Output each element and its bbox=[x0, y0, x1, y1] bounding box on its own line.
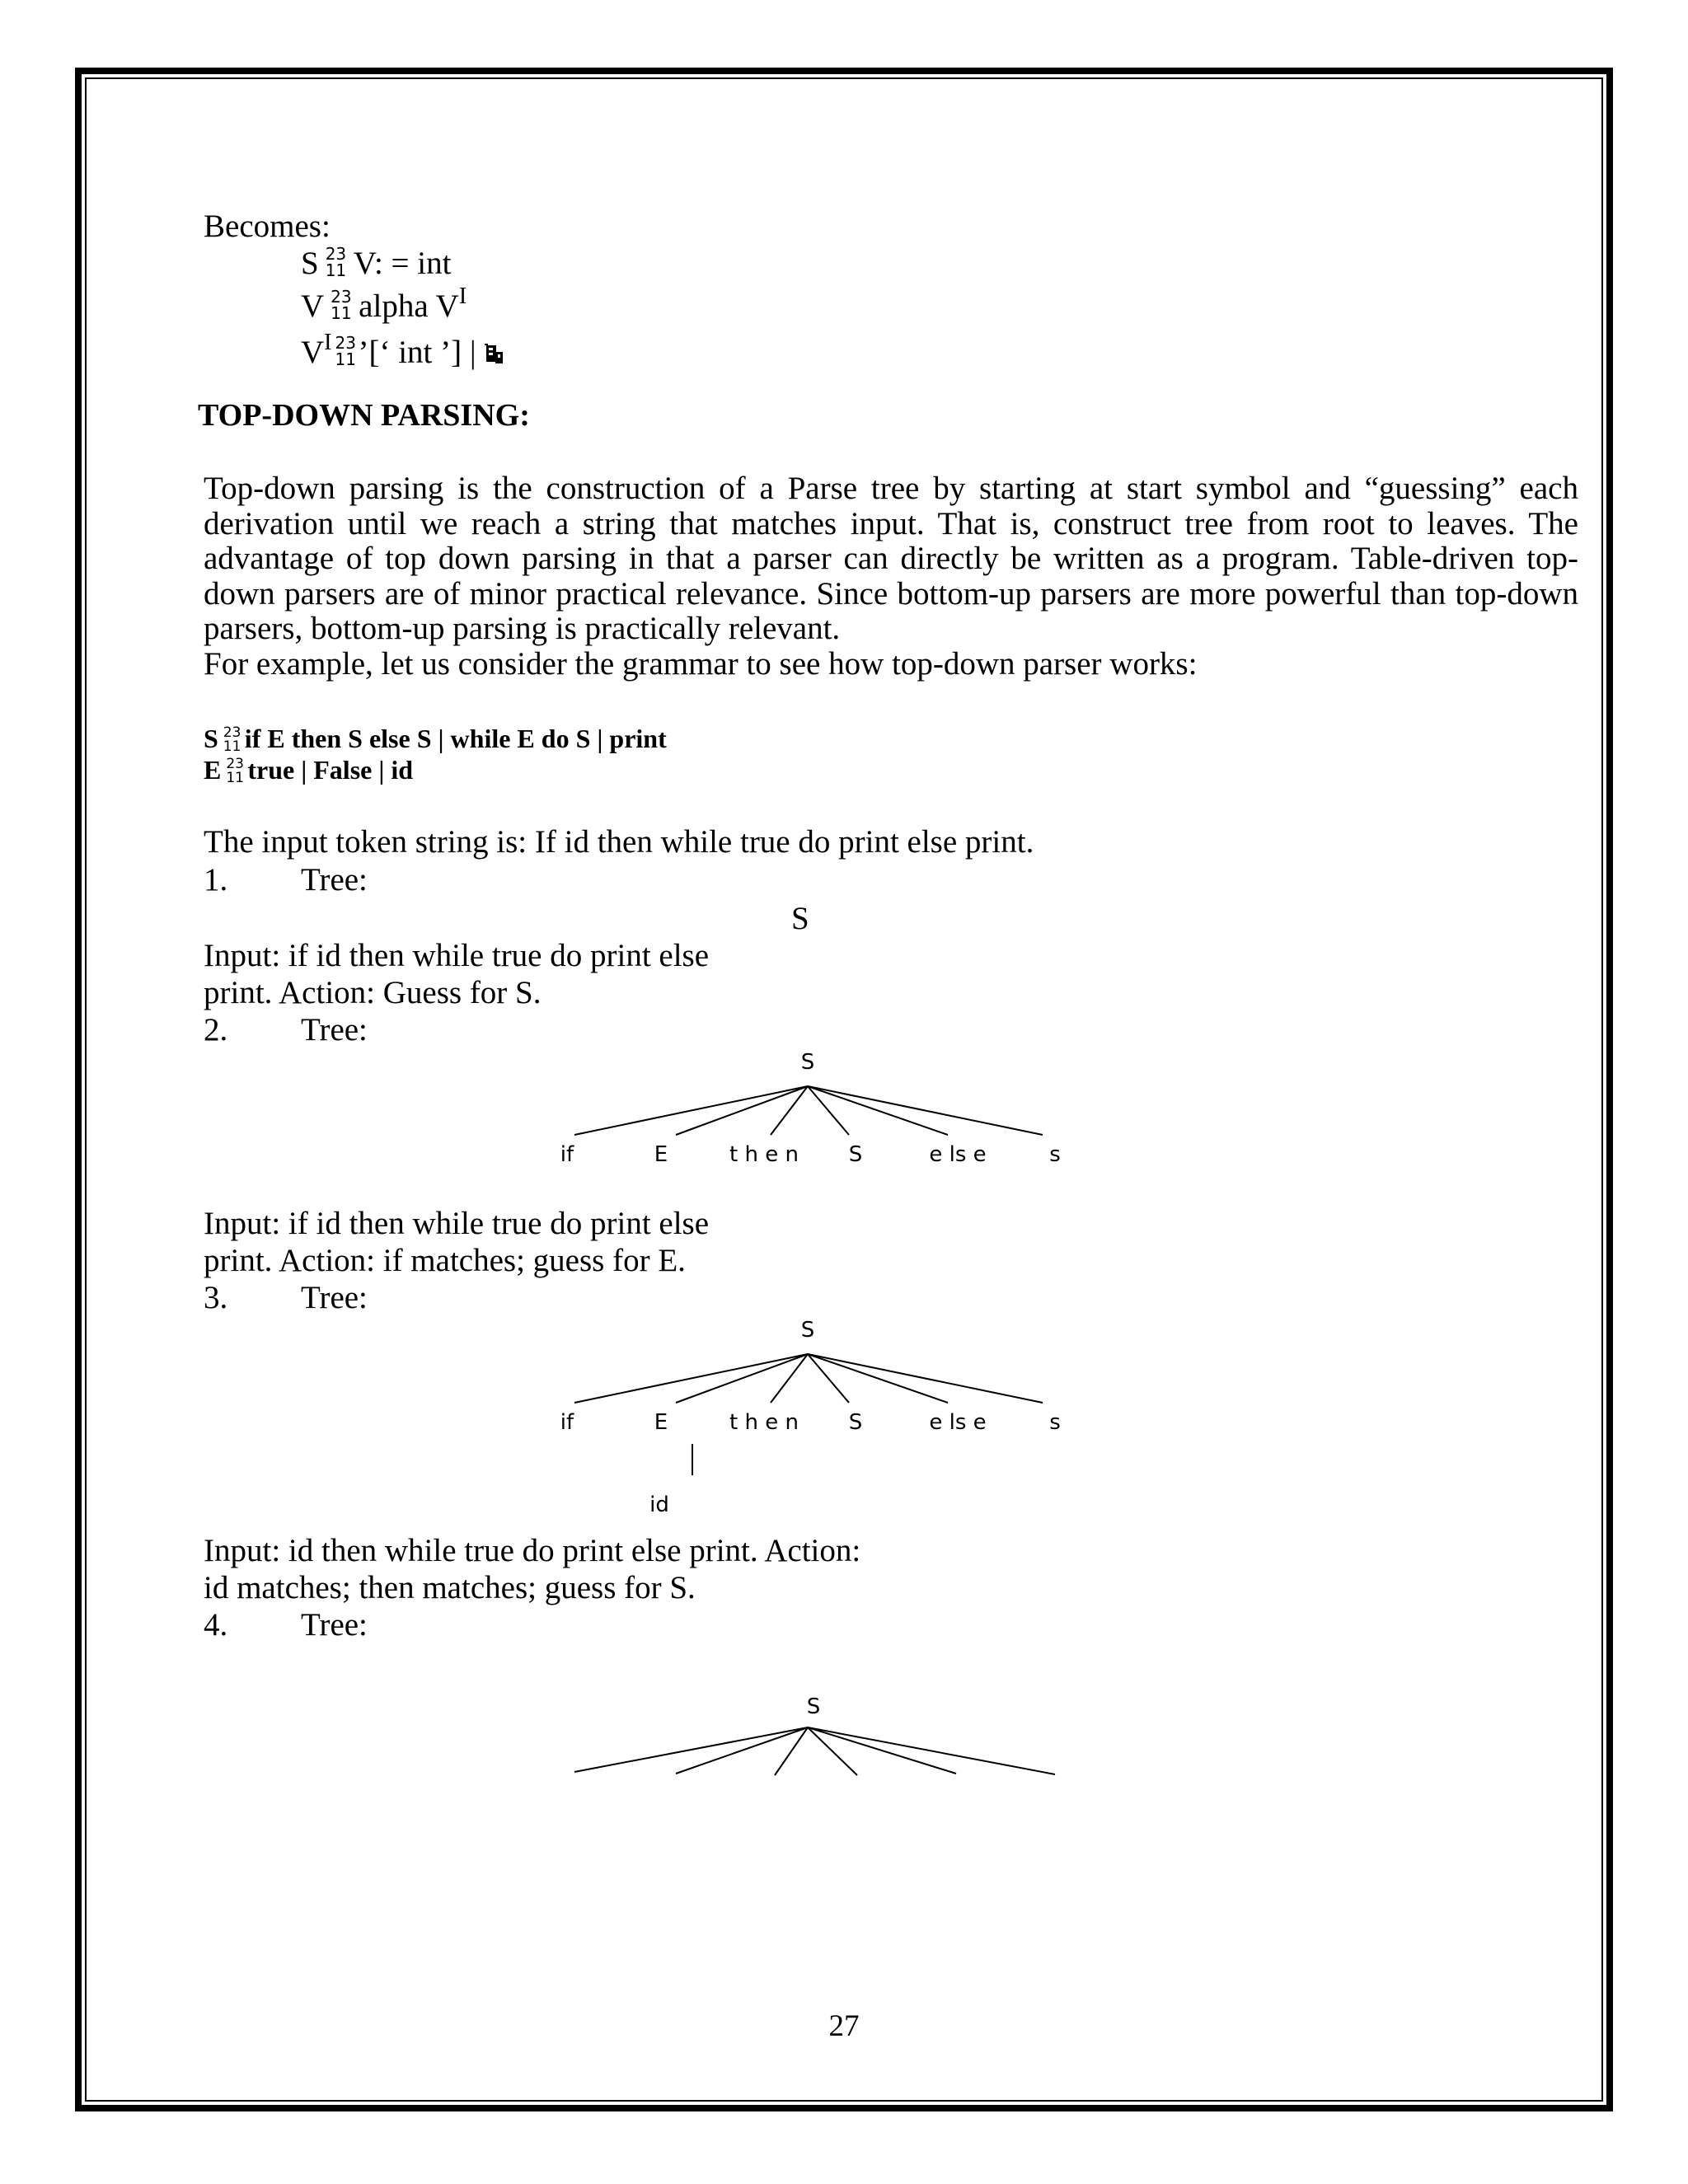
rule3-left: V bbox=[301, 335, 325, 370]
tree-2-edge bbox=[574, 1086, 808, 1135]
page-number: 27 bbox=[828, 2009, 860, 2043]
tree-3-edge bbox=[676, 1354, 808, 1403]
becomes-label: Becomes: bbox=[204, 209, 331, 244]
step-2-number: 2. bbox=[204, 1012, 228, 1047]
tree-4-edge bbox=[676, 1727, 808, 1774]
tree-3-root: S bbox=[800, 1318, 815, 1343]
tree-2-child-s2: s bbox=[1049, 1142, 1061, 1167]
derives-symbol: 23 11 bbox=[226, 756, 244, 786]
tree-4-edge bbox=[775, 1727, 808, 1775]
tree-2-child-s: S bbox=[848, 1142, 863, 1167]
section-heading: TOP-DOWN PARSING: bbox=[198, 398, 530, 433]
step-1-input: Input: if id then while true do print else bbox=[204, 938, 710, 973]
tree-4-edge bbox=[808, 1727, 956, 1774]
step-4-number: 4. bbox=[204, 1607, 228, 1643]
rule2-left: V bbox=[301, 288, 325, 324]
input-token-string: The input token string is: If id then while true do print else print. bbox=[204, 824, 1034, 860]
tree-2-child-if: if bbox=[560, 1142, 574, 1167]
paragraph-text: Top-down parsing is the construction of a Parse tree by starting at start symbol and “guessing” each derivation until we reach a string that matches input. That is, construct tree from root to leaves. The advantage of top down parsing in that a parser can directly be written as a program. Table-driven top-down parsers are of minor practical relevance. Since bottom-up parsers are more powerful than top-down parsers, bottom-up parsing is practically relevant. bbox=[204, 471, 1578, 646]
tree-3-edge bbox=[574, 1354, 808, 1403]
rule1-left: S bbox=[301, 246, 319, 281]
step-3-action: id matches; then matches; guess for S. bbox=[204, 1570, 696, 1605]
step-3-label: Tree: bbox=[301, 1280, 368, 1315]
derives-symbol: 23 11 bbox=[223, 724, 241, 755]
tree-4-edge bbox=[808, 1727, 1055, 1774]
tree-2-child-else: e ls e bbox=[929, 1142, 987, 1167]
tree-4 bbox=[574, 1694, 1055, 1775]
step-2-action: print. Action: if matches; guess for E. bbox=[204, 1243, 686, 1278]
grammar-line2-left: E bbox=[204, 755, 222, 785]
tree-4-root: S bbox=[806, 1694, 821, 1719]
derives-symbol: 23 11 bbox=[325, 244, 347, 280]
rule1-right: V: = int bbox=[353, 246, 452, 281]
tree-3-child-s2: s bbox=[1049, 1410, 1061, 1435]
tree-3 bbox=[560, 1318, 1061, 1517]
tree-3-child-then: t h e n bbox=[729, 1410, 799, 1435]
step-2-label: Tree: bbox=[301, 1012, 368, 1047]
rule2-right: alpha V bbox=[359, 288, 459, 324]
example-intro: For example, let us consider the grammar to see how top-down parser works: bbox=[204, 645, 1198, 682]
step-3-number: 3. bbox=[204, 1280, 228, 1315]
step-3-input: Input: id then while true do print else print. Action: bbox=[204, 1533, 861, 1568]
step-1-label: Tree: bbox=[301, 862, 368, 898]
tree-4-edge bbox=[574, 1727, 808, 1772]
tree-3-child-e: E bbox=[654, 1410, 668, 1435]
grammar-line1-left: S bbox=[204, 724, 218, 753]
tree-3-child-else: e ls e bbox=[929, 1410, 987, 1435]
rule2-sup: I bbox=[458, 284, 467, 309]
grammar-line1-right: if E then S else S | while E do S | print bbox=[244, 724, 667, 753]
step-2-input: Input: if id then while true do print else bbox=[204, 1206, 710, 1241]
rule3-sup: I bbox=[324, 330, 332, 355]
tree-3-child-if: if bbox=[560, 1410, 574, 1435]
step-1-action: print. Action: Guess for S. bbox=[204, 975, 542, 1010]
tree-3-child-s: S bbox=[848, 1410, 863, 1435]
derives-symbol: 23 11 bbox=[331, 287, 352, 323]
tree-3-grandchild-id: id bbox=[649, 1493, 669, 1517]
derives-symbol: 23 11 bbox=[335, 333, 356, 369]
step-1-tree-root: S bbox=[791, 901, 809, 936]
tree-2-child-then: t h e n bbox=[729, 1142, 799, 1167]
tree-2-child-e: E bbox=[654, 1142, 668, 1167]
tree-2 bbox=[560, 1050, 1061, 1167]
tree-2-root: S bbox=[800, 1050, 815, 1075]
tree-2-edge bbox=[676, 1086, 808, 1135]
step-4-label: Tree: bbox=[301, 1607, 368, 1643]
grammar-line2-right: true | False | id bbox=[247, 755, 414, 785]
step-1-number: 1. bbox=[204, 862, 228, 898]
rule3-right: ’[‘ int ’] | bbox=[358, 335, 476, 370]
